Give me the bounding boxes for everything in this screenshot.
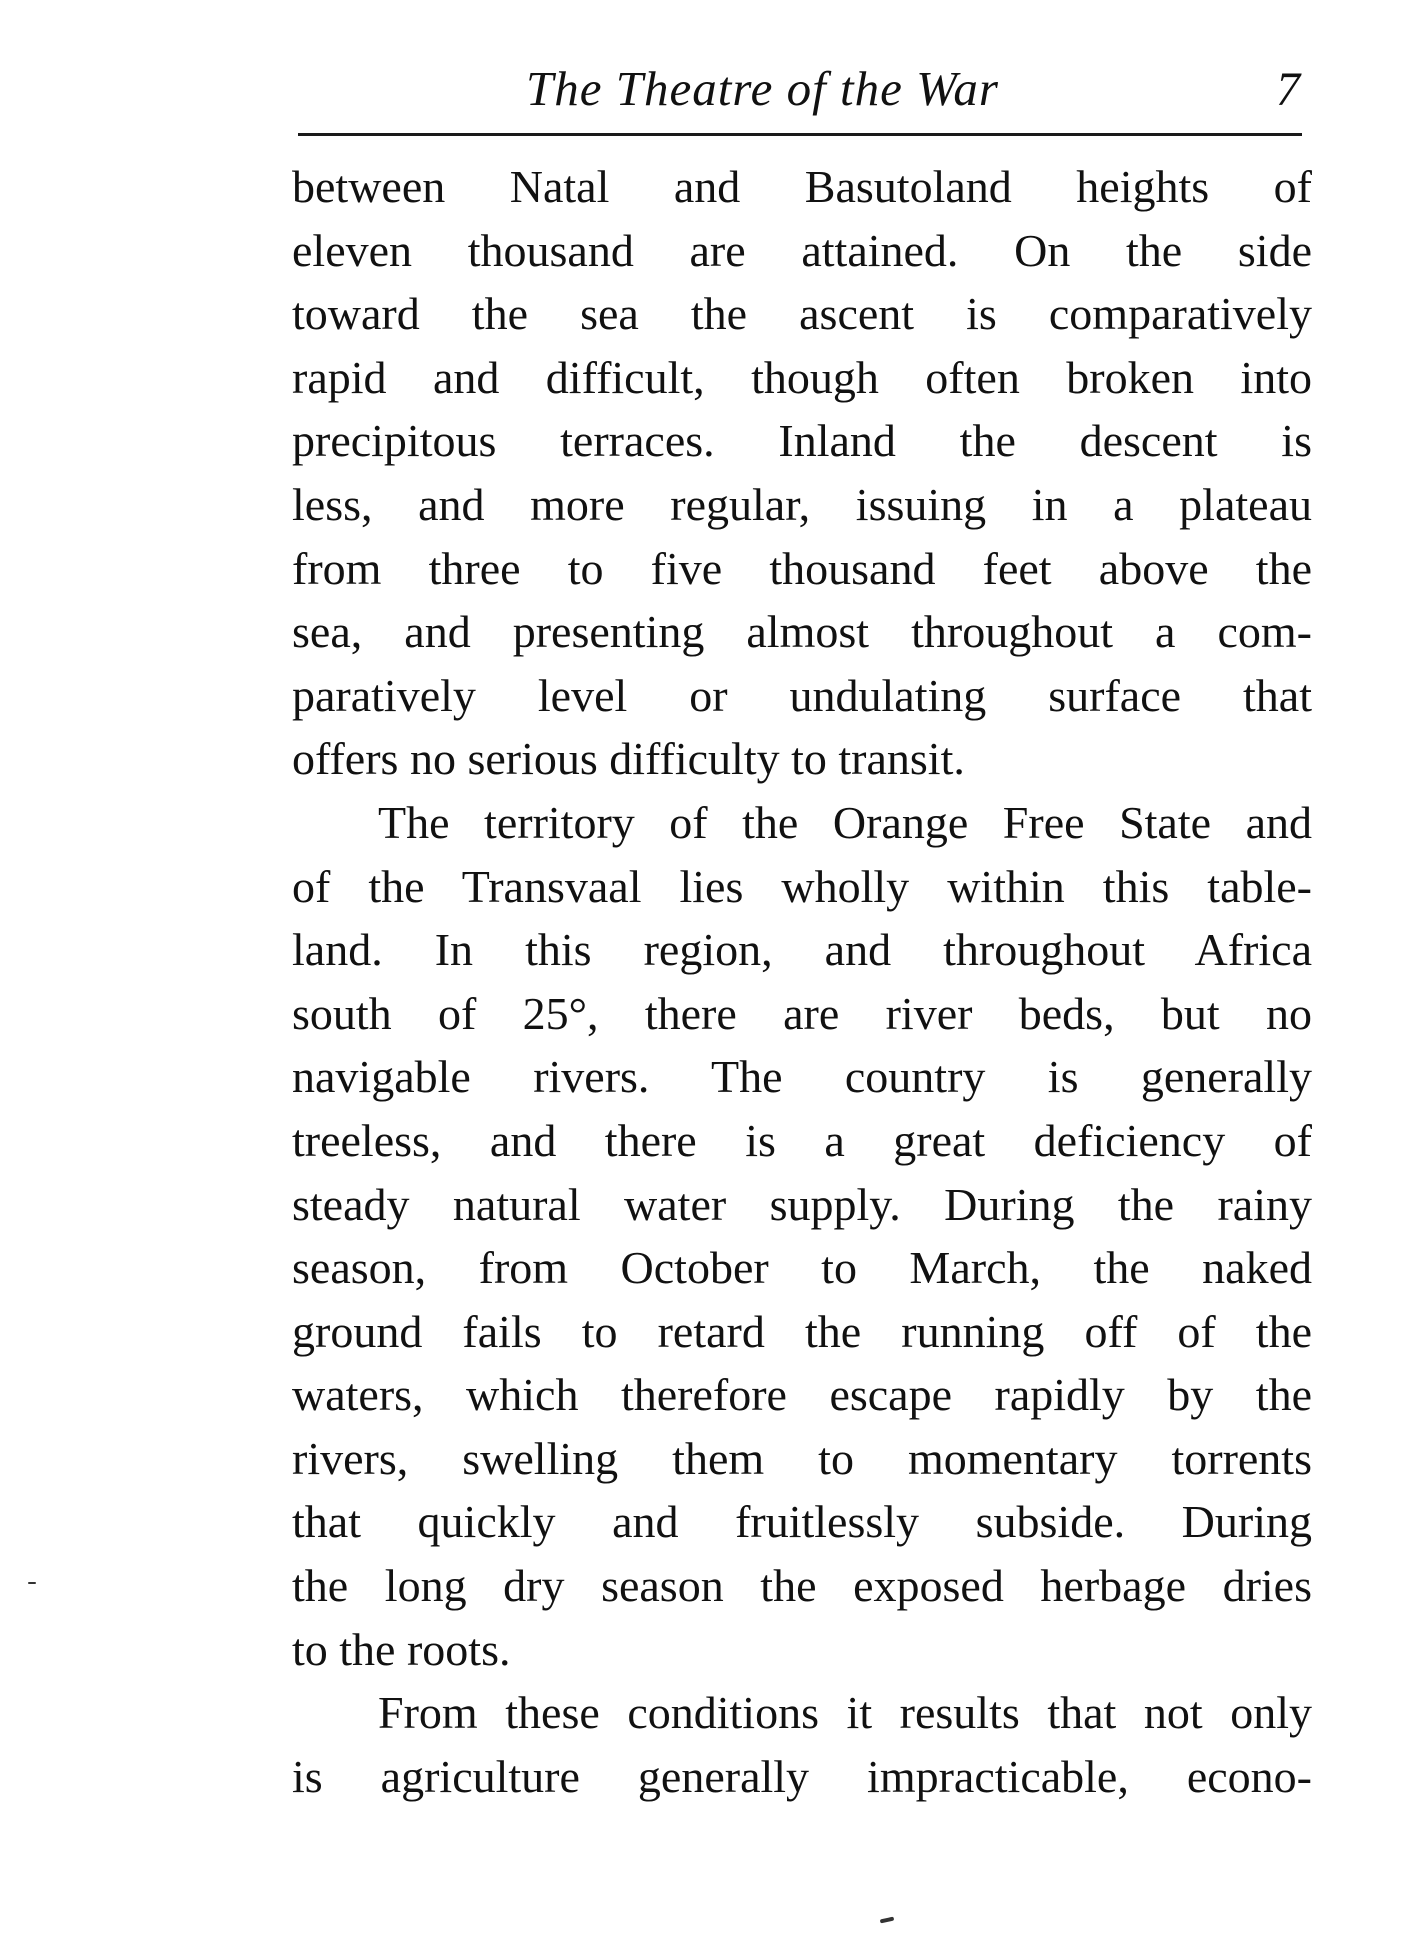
text-line: eleven thousand are attained. On the side [292,224,1312,276]
print-speck [28,1582,36,1584]
text-line: navigable rivers. The country is generally [292,1051,1312,1103]
text-line: From these conditions it results that not only [378,1687,1312,1739]
paragraph-2 [292,791,1312,1681]
text-line: The territory of the Orange Free State and [378,796,1312,848]
text-line: the long dry season the exposed herbage dries [292,1560,1312,1612]
text-line: toward the sea the ascent is comparatively [292,288,1312,340]
page-body [292,155,1312,1808]
paragraph-1 [292,155,1312,791]
paragraph-3 [292,1681,1312,1808]
text-line: offers no serious difficulty to transit. [292,733,965,785]
text-line: is agriculture generally impracticable, econo- [292,1750,1312,1802]
text-line: precipitous terraces. Inland the descent is [292,415,1312,467]
text-line: ground fails to retard the running off of the [292,1305,1312,1357]
print-speck [880,1917,895,1924]
text-line: sea, and presenting almost throughout a com- [292,606,1312,658]
text-line: season, from October to March, the naked [292,1242,1312,1294]
text-line: from three to five thousand feet above the [292,542,1312,594]
text-line: to the roots. [292,1623,511,1675]
text-line: steady natural water supply. During the rainy [292,1178,1312,1230]
page-header [298,58,1302,128]
text-line: rapid and difficult, though often broken into [292,351,1312,403]
text-line: that quickly and fruitlessly subside. During [292,1496,1312,1548]
text-line: between Natal and Basutoland heights of [292,161,1312,212]
text-line: less, and more regular, issuing in a plateau [292,478,1312,530]
page-number: 7 [1276,63,1300,116]
text-line: south of 25°, there are river beds, but no [292,987,1312,1039]
text-line: paratively level or undulating surface that [292,669,1312,721]
text-line: waters, which therefore escape rapidly by the [292,1369,1312,1421]
text-line: of the Transvaal lies wholly within this table- [292,860,1312,912]
text-line: land. In this region, and throughout Africa [292,924,1312,976]
text-line: treeless, and there is a great deficiency of [292,1114,1312,1166]
text-line: rivers, swelling them to momentary torrents [292,1432,1312,1484]
header-rule [298,133,1302,136]
running-title: The Theatre of the War [526,61,999,116]
